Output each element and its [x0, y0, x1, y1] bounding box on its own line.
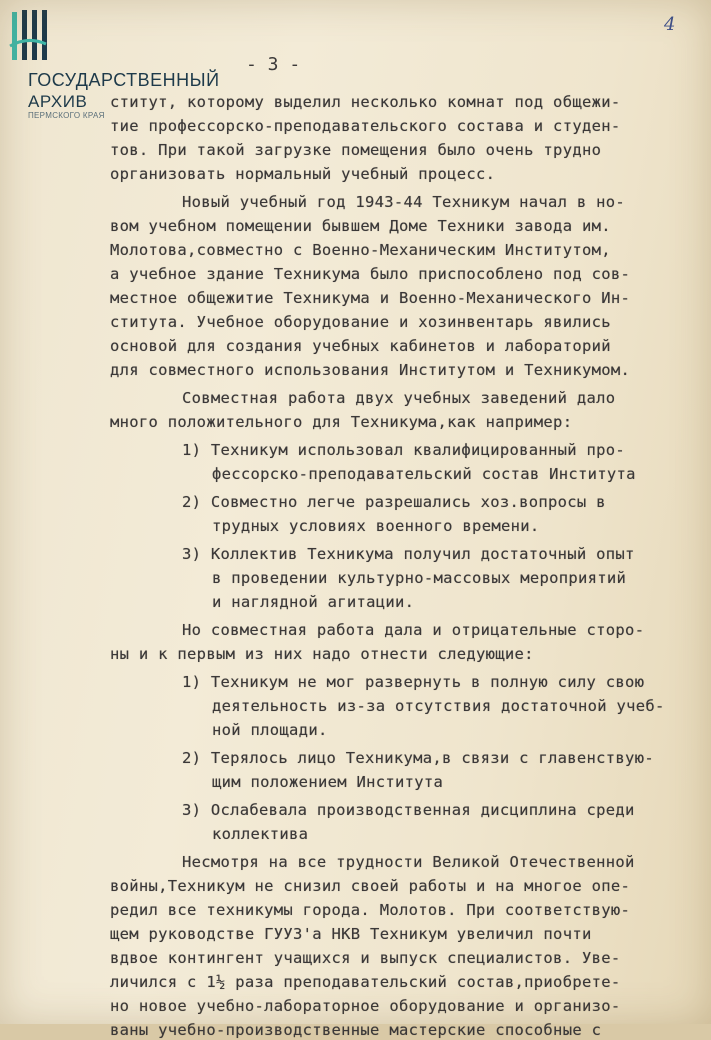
- list-item-text: 1) Техникум не мог развернуть в полную силу свою: [182, 673, 645, 691]
- list-item-text: деятельность из-за отсутствия достаточной учеб-: [212, 697, 665, 715]
- text-line: а учебное здание Техникума было приспособлено под сов-: [110, 265, 631, 283]
- list-item-text: и наглядной агитации.: [212, 593, 415, 611]
- text-line: щем руководстве ГУУЗ'а НКВ Техникум увеличил почти: [110, 925, 592, 943]
- text-line: тов. При такой загрузке помещения было очень трудно: [110, 141, 602, 159]
- archive-logo-icon: [8, 6, 68, 64]
- text-line: тие профессорско-преподавательского состава и студен-: [110, 117, 621, 135]
- text-line: Несмотря на все трудности Великой Отечественной: [182, 853, 635, 871]
- text-line: Молотова,совместно с Военно-Механическим Институтом,: [110, 241, 611, 259]
- text-line: много положительного для Техникума,как например:: [110, 413, 573, 431]
- list-item-text: 3) Коллектив Техникума получил достаточный опыт: [182, 545, 635, 563]
- text-line: личился с 1½ раза преподавательский состав,приобрете-: [110, 973, 621, 991]
- archive-subtitle: АРХИВ: [28, 92, 88, 111]
- list-item-text: щим положением Института: [212, 773, 444, 791]
- text-line: войны,Техникум не снизил своей работы и на многое опе-: [110, 877, 631, 895]
- text-line: ститута. Учебное оборудование и хозинвентарь явились: [110, 313, 611, 331]
- text-line: Но совместная работа дала и отрицательные сторо-: [182, 621, 645, 639]
- text-line: но новое учебно-лабораторное оборудование и организо-: [110, 997, 621, 1015]
- text-line: редил все техникумы города. Молотов. При соответствую-: [110, 901, 631, 919]
- page-number: - 3 -: [246, 54, 301, 75]
- text-line: ваны учебно-производственные мастерские способные с: [110, 1021, 602, 1039]
- list-item-text: коллектива: [212, 825, 309, 843]
- text-line: организовать нормальный учебный процесс.: [110, 165, 496, 183]
- archive-region: ПЕРМСКОГО КРАЯ: [28, 111, 105, 120]
- list-item-text: трудных условиях военного времени.: [212, 517, 540, 535]
- text-line: основой для создания учебных кабинетов и лабораторий: [110, 337, 611, 355]
- archive-title: ГОСУДАРСТВЕННЫЙ: [28, 70, 220, 90]
- list-item-text: ной площади.: [212, 721, 328, 739]
- text-line: ститут, которому выделил несколько комнат под общежи-: [110, 93, 621, 111]
- list-item-text: 2) Терялось лицо Техникума,в связи с главенствую-: [182, 749, 654, 767]
- text-line: Совместная работа двух учебных заведений дало: [182, 389, 616, 407]
- handwritten-sheet-number: 4: [664, 14, 676, 35]
- text-line: вдвое контингент учащихся и выпуск специалистов. Уве-: [110, 949, 621, 967]
- text-line: ны и к первым из них надо отнести следующие:: [110, 645, 534, 663]
- text-line: вом учебном помещении бывшем Доме Техники завода им.: [110, 217, 611, 235]
- text-line: для совместного использования Институтом и Техникумом.: [110, 361, 631, 379]
- list-item-text: 3) Ослабевала производственная дисциплина среди: [182, 801, 635, 819]
- list-item-text: 2) Совместно легче разрешались хоз.вопросы в: [182, 493, 606, 511]
- list-item-text: фессорско-преподавательский состав Института: [212, 465, 636, 483]
- text-line: Новый учебный год 1943-44 Техникум начал в но-: [182, 193, 626, 211]
- text-line: местное общежитие Техникума и Военно-Механического Ин-: [110, 289, 631, 307]
- list-item-text: 1) Техникум использовал квалифицированный про-: [182, 441, 626, 459]
- list-item-text: в проведении культурно-массовых мероприятий: [212, 569, 627, 587]
